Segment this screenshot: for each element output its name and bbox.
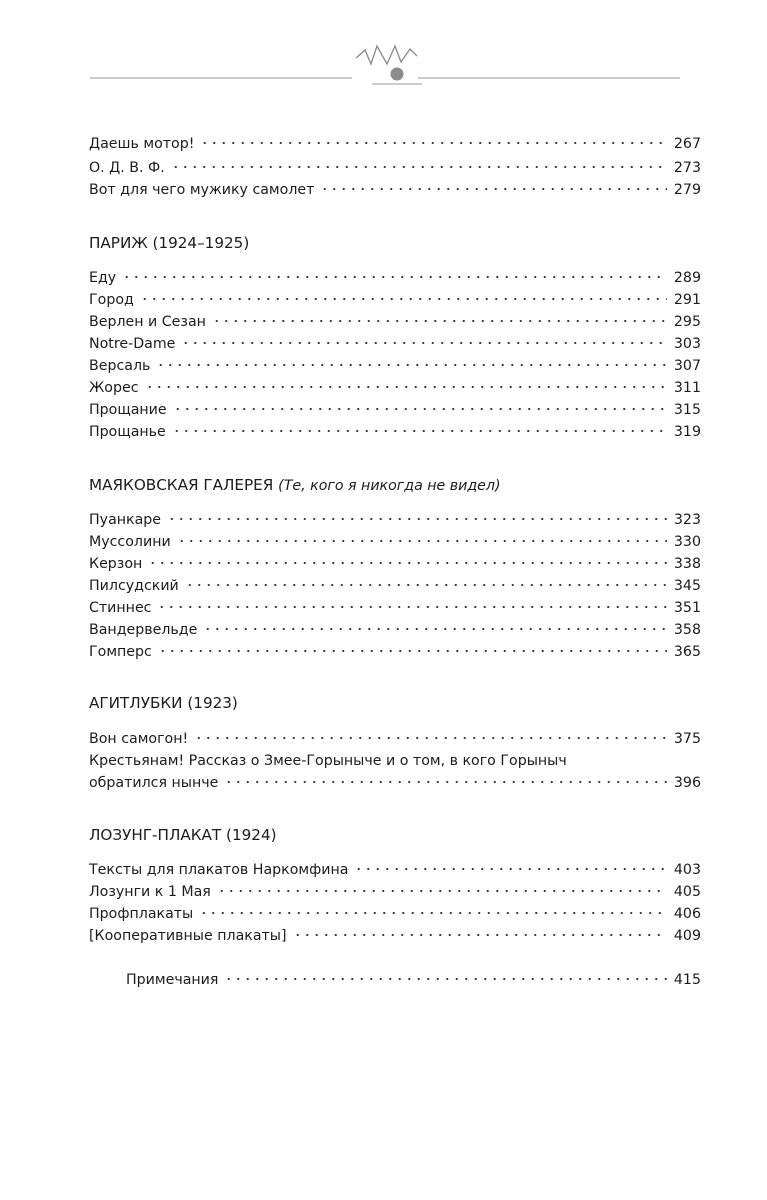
leader-dots — [224, 777, 667, 787]
leader-dots — [203, 624, 667, 634]
toc-entry-title: Город — [89, 292, 134, 308]
toc-entry[interactable] — [89, 575, 701, 597]
leader-dots — [158, 646, 667, 656]
toc-entry[interactable] — [89, 553, 701, 575]
leader-dots — [320, 184, 667, 194]
toc-entry-title: [Кооперативные плакаты] — [89, 928, 287, 944]
toc-entry[interactable] — [89, 619, 701, 641]
toc-entry-title: Notre-Dame — [89, 336, 176, 352]
leader-dots — [212, 316, 667, 326]
leader-dots — [354, 864, 667, 874]
toc-entry-title: Керзон — [89, 556, 143, 572]
toc-entry-title: Прощание — [89, 402, 167, 418]
toc-entry-page: 303 — [673, 336, 701, 352]
toc-entry-title: Примечания — [126, 972, 219, 988]
leader-dots — [145, 382, 668, 392]
toc-entry[interactable] — [89, 728, 701, 750]
header-ornament — [90, 40, 680, 96]
toc-entry[interactable] — [89, 289, 701, 311]
toc-entry-page: 279 — [673, 182, 701, 198]
toc-entry-page: 338 — [673, 556, 701, 572]
toc-entry-page: 291 — [673, 292, 701, 308]
toc-entry-title: О. Д. В. Ф. — [89, 160, 165, 176]
toc-entry-page: 311 — [673, 380, 701, 396]
toc-entry-page: 267 — [673, 136, 701, 152]
leader-dots — [200, 138, 667, 148]
leader-dots — [172, 426, 667, 436]
leader-dots — [293, 930, 667, 940]
leader-dots — [156, 360, 667, 370]
toc-entry[interactable] — [89, 859, 701, 881]
section-heading-subtitle: (Те, кого я никогда не видел) — [278, 478, 501, 494]
toc-entry-title: Еду — [89, 270, 117, 286]
toc-entry-title: Профплакаты — [89, 906, 194, 922]
toc-entry-page: 375 — [673, 731, 701, 747]
toc-entry[interactable] — [89, 267, 701, 289]
section-heading: ПАРИЖ (1924–1925) — [89, 234, 250, 252]
toc-entry-page: 406 — [673, 906, 701, 922]
toc-entry[interactable] — [89, 179, 701, 201]
toc-entry-page: 330 — [673, 534, 701, 550]
toc-entry[interactable] — [89, 355, 701, 377]
toc-entry-title: Версаль — [89, 358, 151, 374]
leader-dots — [148, 558, 667, 568]
toc-entry-page: 345 — [673, 578, 701, 594]
leader-dots — [167, 514, 667, 524]
toc-entry[interactable] — [89, 597, 701, 619]
toc-entry-page: 307 — [673, 358, 701, 374]
toc-entry[interactable] — [89, 133, 701, 155]
toc-entry-title: Пилсудский — [89, 578, 179, 594]
toc-entry[interactable] — [89, 157, 701, 179]
toc-entry[interactable] — [89, 333, 701, 355]
section-heading: ЛОЗУНГ-ПЛАКАТ (1924) — [89, 826, 277, 844]
toc-entry-title: Муссолини — [89, 534, 171, 550]
toc-entry-title: обратился нынче — [89, 775, 219, 791]
toc-entry-title: Вандервельде — [89, 622, 198, 638]
toc-entry[interactable] — [89, 399, 701, 421]
toc-entry-title: Вон самогон! — [89, 731, 189, 747]
toc-entry-page: 323 — [673, 512, 701, 528]
toc-entry[interactable] — [89, 641, 701, 663]
toc-entry-page: 365 — [673, 644, 701, 660]
ornament-sun-dot — [391, 68, 404, 81]
toc-entry[interactable] — [89, 311, 701, 333]
toc-entry[interactable] — [89, 903, 701, 925]
section-heading-title: МАЯКОВСКАЯ ГАЛЕРЕЯ — [89, 476, 274, 494]
toc-entry-page: 315 — [673, 402, 701, 418]
toc-entry-title: Гомперс — [89, 644, 152, 660]
toc-entry[interactable] — [89, 772, 701, 794]
leader-dots — [185, 580, 667, 590]
toc-entry-page: 403 — [673, 862, 701, 878]
toc-entry-title: Жорес — [89, 380, 139, 396]
toc-entry-title: Даешь мотор! — [89, 136, 195, 152]
toc-entry-page: 351 — [673, 600, 701, 616]
toc-entry-page: 319 — [673, 424, 701, 440]
toc-entry-page: 295 — [673, 314, 701, 330]
leader-dots — [194, 733, 667, 743]
toc-entry-title: Пуанкаре — [89, 512, 162, 528]
toc-entry-page: 358 — [673, 622, 701, 638]
leader-dots — [122, 272, 667, 282]
toc-entry[interactable] — [89, 881, 701, 903]
leader-dots — [177, 536, 667, 546]
toc-entry-title: Стиннес — [89, 600, 152, 616]
toc-entry[interactable] — [89, 531, 701, 553]
toc-entry-title-line[interactable]: Крестьянам! Рассказ о Змее-Горыныче и о том, в кого Горыныч — [89, 753, 567, 769]
leader-dots — [181, 338, 667, 348]
toc-entry[interactable] — [89, 509, 701, 531]
ornament-rays — [356, 46, 417, 64]
leader-dots — [171, 162, 667, 172]
toc-entry-page: 409 — [673, 928, 701, 944]
leader-dots — [217, 886, 667, 896]
toc-entry-title: Тексты для плакатов Наркомфина — [89, 862, 349, 878]
leader-dots — [173, 404, 667, 414]
toc-entry-title: Лозунги к 1 Мая — [89, 884, 211, 900]
leader-dots — [199, 908, 667, 918]
toc-entry-page: 405 — [673, 884, 701, 900]
toc-entry-notes[interactable] — [126, 969, 701, 991]
leader-dots — [140, 294, 667, 304]
toc-entry-page: 415 — [673, 972, 701, 988]
toc-entry-title: Прощанье — [89, 424, 166, 440]
toc-entry-page: 273 — [673, 160, 701, 176]
leader-dots — [157, 602, 667, 612]
toc-entry-title: Верлен и Сезан — [89, 314, 206, 330]
leader-dots — [224, 974, 667, 984]
toc-entry[interactable] — [89, 925, 701, 947]
section-heading — [89, 474, 501, 497]
toc-entry-title: Вот для чего мужику самолет — [89, 182, 315, 198]
toc-entry[interactable] — [89, 421, 701, 443]
toc-entry[interactable] — [89, 377, 701, 399]
toc-entry-page: 396 — [673, 775, 701, 791]
section-heading: АГИТЛУБКИ (1923) — [89, 694, 238, 712]
toc-entry-page: 289 — [673, 270, 701, 286]
